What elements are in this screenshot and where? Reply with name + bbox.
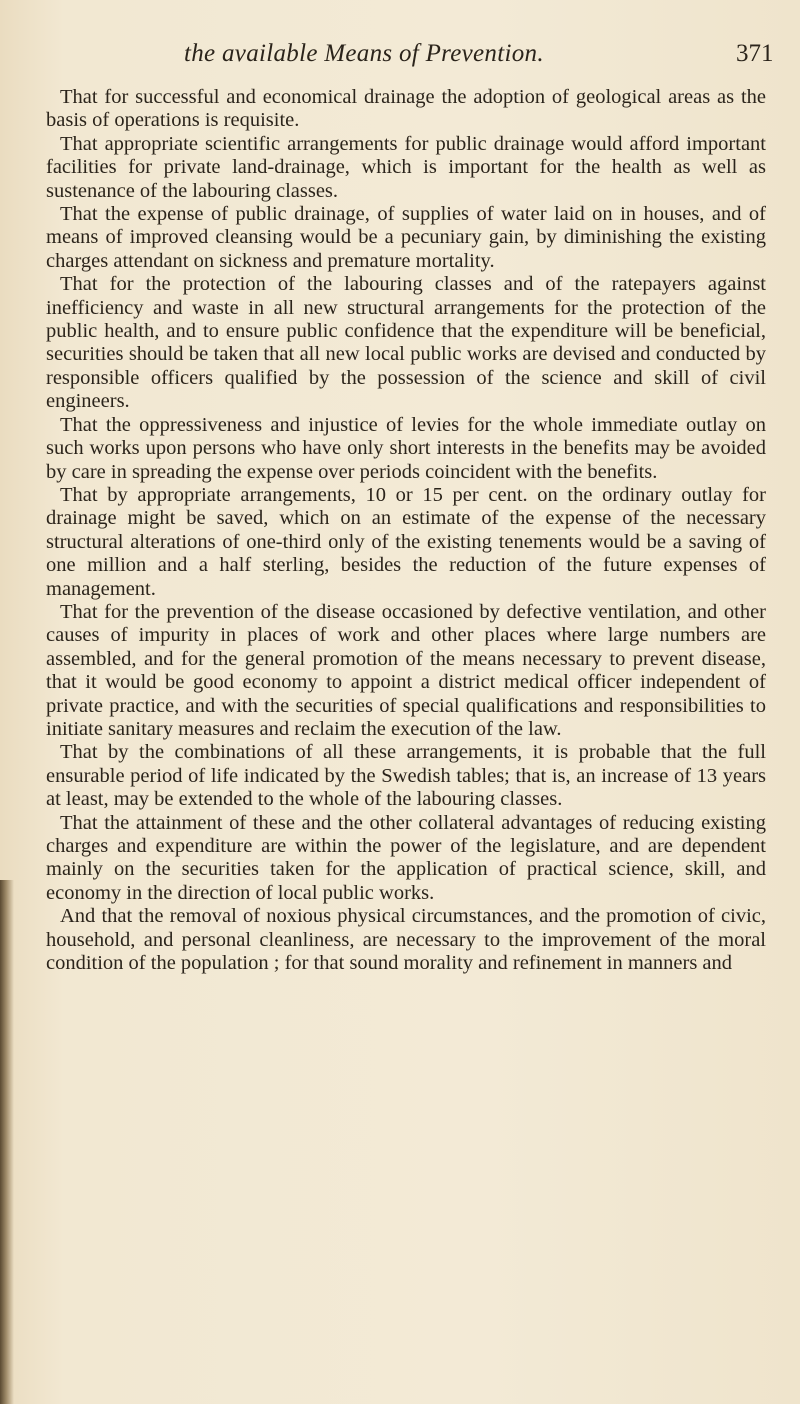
paragraph-cleanliness: And that the removal of noxious physical circumstances, and the promotion of civic, household, and personal cleanliness, are necessary to the improvement of the moral condition of the population ; for that sound morality and refinement in manners and bbox=[46, 905, 766, 975]
paragraph-civil-engineers: That for the protection of the labouring classes and of the ratepayers against inefficiency and waste in all new structural arrangements for the protection of the public health, and to ensure public confidence that the expenditure will be beneficial, securities should be taken that all new local public works are devised and conducted by responsible officers qualified by the possession of the science and skill of civil engineers. bbox=[46, 273, 766, 413]
paragraph-swedish-tables: That by the combinations of all these arrangements, it is probable that the full ensurable period of life indicated by the Swedish tables; that is, an increase of 13 years at least, may be extended to the whole of the labouring classes. bbox=[46, 741, 766, 811]
paragraph-medical-officer: That for the prevention of the disease occasioned by defective ventilation, and other causes of impurity in places of work and other places where large numbers are assembled, and for the general promotion of the means necessary to prevent disease, that it would be good economy to appoint a district medical officer independent of private practice, and with the securities of special qualifications and responsibilities to initiate sanitary measures and reclaim the execution of the law. bbox=[46, 600, 766, 740]
paragraph-savings: That by appropriate arrangements, 10 or 15 per cent. on the ordinary outlay for drainage might be saved, which on an estimate of the expense of the necessary structural alterations of one-third only of the existing tenements would be a saving of one million and a half sterling, besides the reduction of the future expenses of management. bbox=[46, 483, 766, 600]
paragraph-levies: That the oppressiveness and injustice of levies for the whole immediate outlay on such works upon persons who have only short interests in the benefits may be avoided by care in spreading the expense over periods coincident with the benefits. bbox=[46, 413, 766, 483]
page-number: 371 bbox=[736, 40, 774, 67]
binding-shadow bbox=[0, 880, 14, 1404]
paragraph-land-drainage: That appropriate scientific arrangements for public drainage would afford important facilities for private land-drainage, which is important for the health as well as sustenance of the labouring classes. bbox=[46, 132, 766, 202]
running-head bbox=[0, 40, 800, 80]
running-title: the available Means of Prevention. bbox=[184, 40, 544, 67]
paragraph-legislature: That the attainment of these and the other collateral advantages of reducing existing charges and expenditure are within the power of the legislature, and are dependent mainly on the securities taken for the application of practical science, skill, and economy in the direction of local public works. bbox=[46, 811, 766, 904]
paragraph-drainage-areas: That for successful and economical drainage the adoption of geological areas as the basis of operations is requisite. bbox=[46, 86, 766, 132]
paragraph-pecuniary-gain: That the expense of public drainage, of supplies of water laid on in houses, and of means of improved cleansing would be a pecuniary gain, by diminishing the existing charges attendant on sickness and premature mortality. bbox=[46, 203, 766, 272]
body-text bbox=[46, 86, 766, 975]
